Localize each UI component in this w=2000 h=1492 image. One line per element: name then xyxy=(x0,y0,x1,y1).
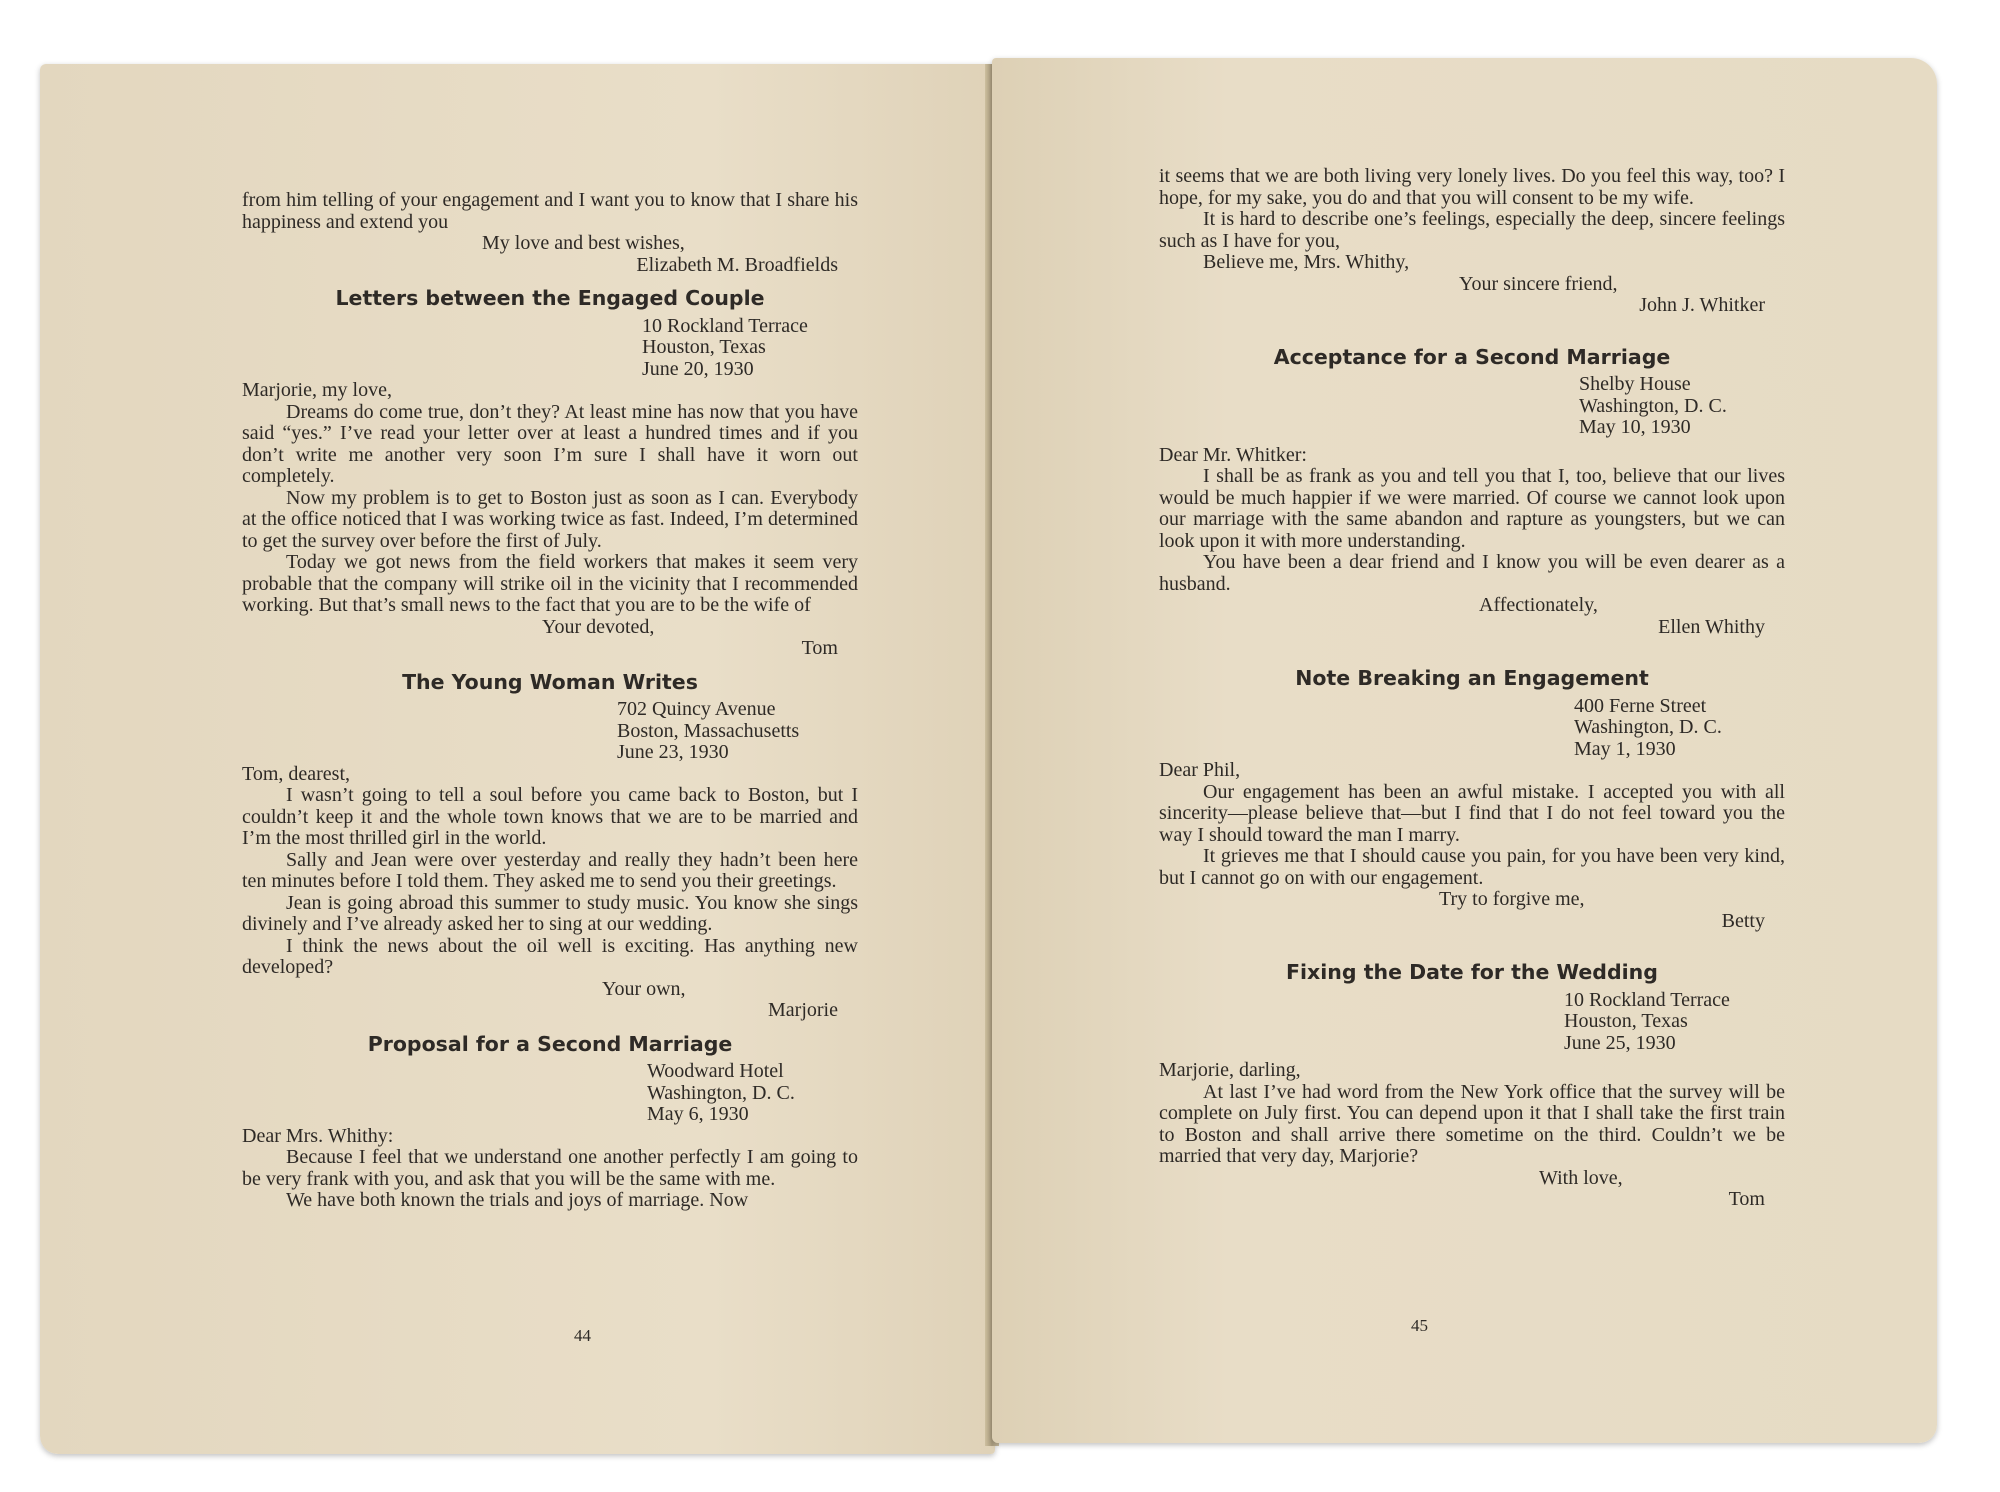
heading-proposal-second-marriage: Proposal for a Second Marriage xyxy=(367,1031,733,1056)
address-line: Washington, D. C. xyxy=(1574,716,1722,738)
address-line: Houston, Texas xyxy=(1564,1010,1688,1032)
letter3-address xyxy=(242,1061,858,1126)
address-line: Woodward Hotel xyxy=(647,1060,784,1082)
letter6-address xyxy=(1159,990,1785,1055)
proposal-signature: John J. Whitker xyxy=(1639,294,1765,316)
address-line: Washington, D. C. xyxy=(1579,394,1727,417)
heading-young-woman-writes: The Young Woman Writes xyxy=(402,669,698,694)
letter1-paragraph: Dreams do come true, don’t they? At least mine has now that you have said “yes.” I’ve read your letter over at least a hundred times and if you don’t write me another very soon I’m sure I shall have it worn out completely. xyxy=(242,400,858,487)
letter4-paragraph: You have been a dear friend and I know you will be even dearer as a husband. xyxy=(1159,551,1785,595)
letter4-salutation: Dear Mr. Whitker: xyxy=(1159,443,1307,466)
page-number: 45 xyxy=(1411,1316,1428,1335)
letter2-paragraph: I think the news about the oil well is exciting. Has anything new developed? xyxy=(242,934,858,978)
proposal-continued-paragraph: it seems that we are both living very lonely lives. Do you feel this way, too? I hope, for my sake, you do and that you will consent to be my wife. xyxy=(1159,165,1785,209)
letter1-paragraph: Now my problem is to get to Boston just as soon as I can. Everybody at the office noticed that I was working twice as fast. Indeed, I’m determined to get the survey over before the first of July. xyxy=(242,486,858,552)
letter2-closing: Your own, xyxy=(602,977,686,1000)
date-line: June 23, 1930 xyxy=(617,741,729,763)
letter3-paragraph: Because I feel that we understand one another perfectly I am going to be very frank with you, and ask that you will be the same with me. xyxy=(242,1146,858,1190)
date-line: May 1, 1930 xyxy=(1574,737,1676,760)
letter1-paragraph: Today we got news from the field workers that makes it seem very probable that the company will strike oil in the vicinity that I recommended working. But that’s small news to the fact that you are to be the wife of xyxy=(242,551,858,616)
address-line: 400 Ferne Street xyxy=(1574,694,1707,717)
letter6-paragraph: At last I’ve had word from the New York office that the survey will be complete on July first. You can depend upon it that I shall take the first train to Boston and shall arrive there sometime on the third. Couldn’t we be married that very day, Marjorie? xyxy=(1159,1080,1785,1167)
address-line: Shelby House xyxy=(1579,373,1691,395)
letter5-paragraph: Our engagement has been an awful mistake. I accepted you with all sincerity—please believe that—but I find that I do not feel toward you the way I should toward the man I marry. xyxy=(1159,780,1785,846)
letter6-closing: With love, xyxy=(1539,1166,1623,1189)
address-line: 702 Quincy Avenue xyxy=(617,698,776,720)
letter1-signature: Tom xyxy=(801,637,838,659)
intro-signature: Elizabeth M. Broadfields xyxy=(636,253,838,276)
heading-acceptance-second-marriage: Acceptance for a Second Marriage xyxy=(1273,344,1671,369)
proposal-continued-paragraph: It is hard to describe one’s feelings, especially the deep, sincere feelings such as I have for you, xyxy=(1159,208,1785,252)
heading-breaking-engagement: Note Breaking an Engagement xyxy=(1295,666,1649,690)
letter3-paragraph: We have both known the trials and joys of marriage. Now xyxy=(286,1189,749,1211)
proposal-closing: Your sincere friend, xyxy=(1459,272,1618,295)
letter6-signature: Tom xyxy=(1728,1188,1765,1210)
letter4-address xyxy=(1159,374,1785,439)
proposal-continued-paragraph: Believe me, Mrs. Whithy, xyxy=(1203,251,1410,273)
letter2-address xyxy=(242,699,858,764)
date-line: May 10, 1930 xyxy=(1579,416,1691,438)
address-line: Houston, Texas xyxy=(642,336,766,358)
letter2-paragraph: I wasn’t going to tell a soul before you came back to Boston, but I couldn’t keep it and the whole town knows that we are to be married and I’m the most thrilled girl in the world. xyxy=(242,784,858,849)
letter2-salutation: Tom, dearest, xyxy=(242,762,351,785)
letter1-salutation: Marjorie, my love, xyxy=(242,379,392,401)
letter1-closing: Your devoted, xyxy=(542,615,655,638)
letter4-signature: Ellen Whithy xyxy=(1658,615,1765,638)
left-page xyxy=(40,64,995,1454)
date-line: June 20, 1930 xyxy=(642,357,754,380)
letter5-closing: Try to forgive me, xyxy=(1439,888,1585,910)
letter5-paragraph: It grieves me that I should cause you pain, for you have been very kind, but I cannot go on with our engagement. xyxy=(1159,845,1785,889)
right-page-text xyxy=(1159,166,1785,1211)
letter1-address xyxy=(242,316,858,381)
letter3-salutation: Dear Mrs. Whithy: xyxy=(242,1124,394,1147)
letter5-address xyxy=(1159,696,1785,761)
address-line: 10 Rockland Terrace xyxy=(1564,988,1730,1011)
heading-fixing-wedding-date: Fixing the Date for the Wedding xyxy=(1286,960,1658,984)
letter2-paragraph: Sally and Jean were over yesterday and really they hadn’t been here ten minutes before I told them. They asked me to send you their greetings. xyxy=(242,848,858,892)
page-number: 44 xyxy=(574,1326,591,1345)
letter6-salutation: Marjorie, darling, xyxy=(1159,1059,1301,1081)
letter2-paragraph: Jean is going abroad this summer to study music. You know she sings divinely and I’ve already asked her to sing at our wedding. xyxy=(242,891,858,935)
address-line: 10 Rockland Terrace xyxy=(642,314,808,337)
intro-closing: My love and best wishes, xyxy=(482,232,685,254)
letter5-signature: Betty xyxy=(1721,909,1765,932)
left-page-text xyxy=(242,190,858,1212)
date-line: June 25, 1930 xyxy=(1564,1031,1676,1054)
letter2-signature: Marjorie xyxy=(768,999,838,1021)
right-page xyxy=(992,58,1937,1443)
address-line: Boston, Massachusetts xyxy=(617,719,800,742)
heading-engaged-couple: Letters between the Engaged Couple xyxy=(335,286,765,310)
letter5-salutation: Dear Phil, xyxy=(1159,759,1241,781)
intro-paragraph: from him telling of your engagement and I want you to know that I share his happiness and extend you xyxy=(242,189,858,233)
date-line: May 6, 1930 xyxy=(647,1103,749,1125)
letter4-paragraph: I shall be as frank as you and tell you that I, too, believe that our lives would be much happier if we were married. Of course we cannot look upon our marriage with the same abandon and rapture as youngsters, but we can look upon it with more understanding. xyxy=(1159,465,1785,552)
address-line: Washington, D. C. xyxy=(647,1081,795,1104)
letter4-closing: Affectionately, xyxy=(1479,594,1598,616)
